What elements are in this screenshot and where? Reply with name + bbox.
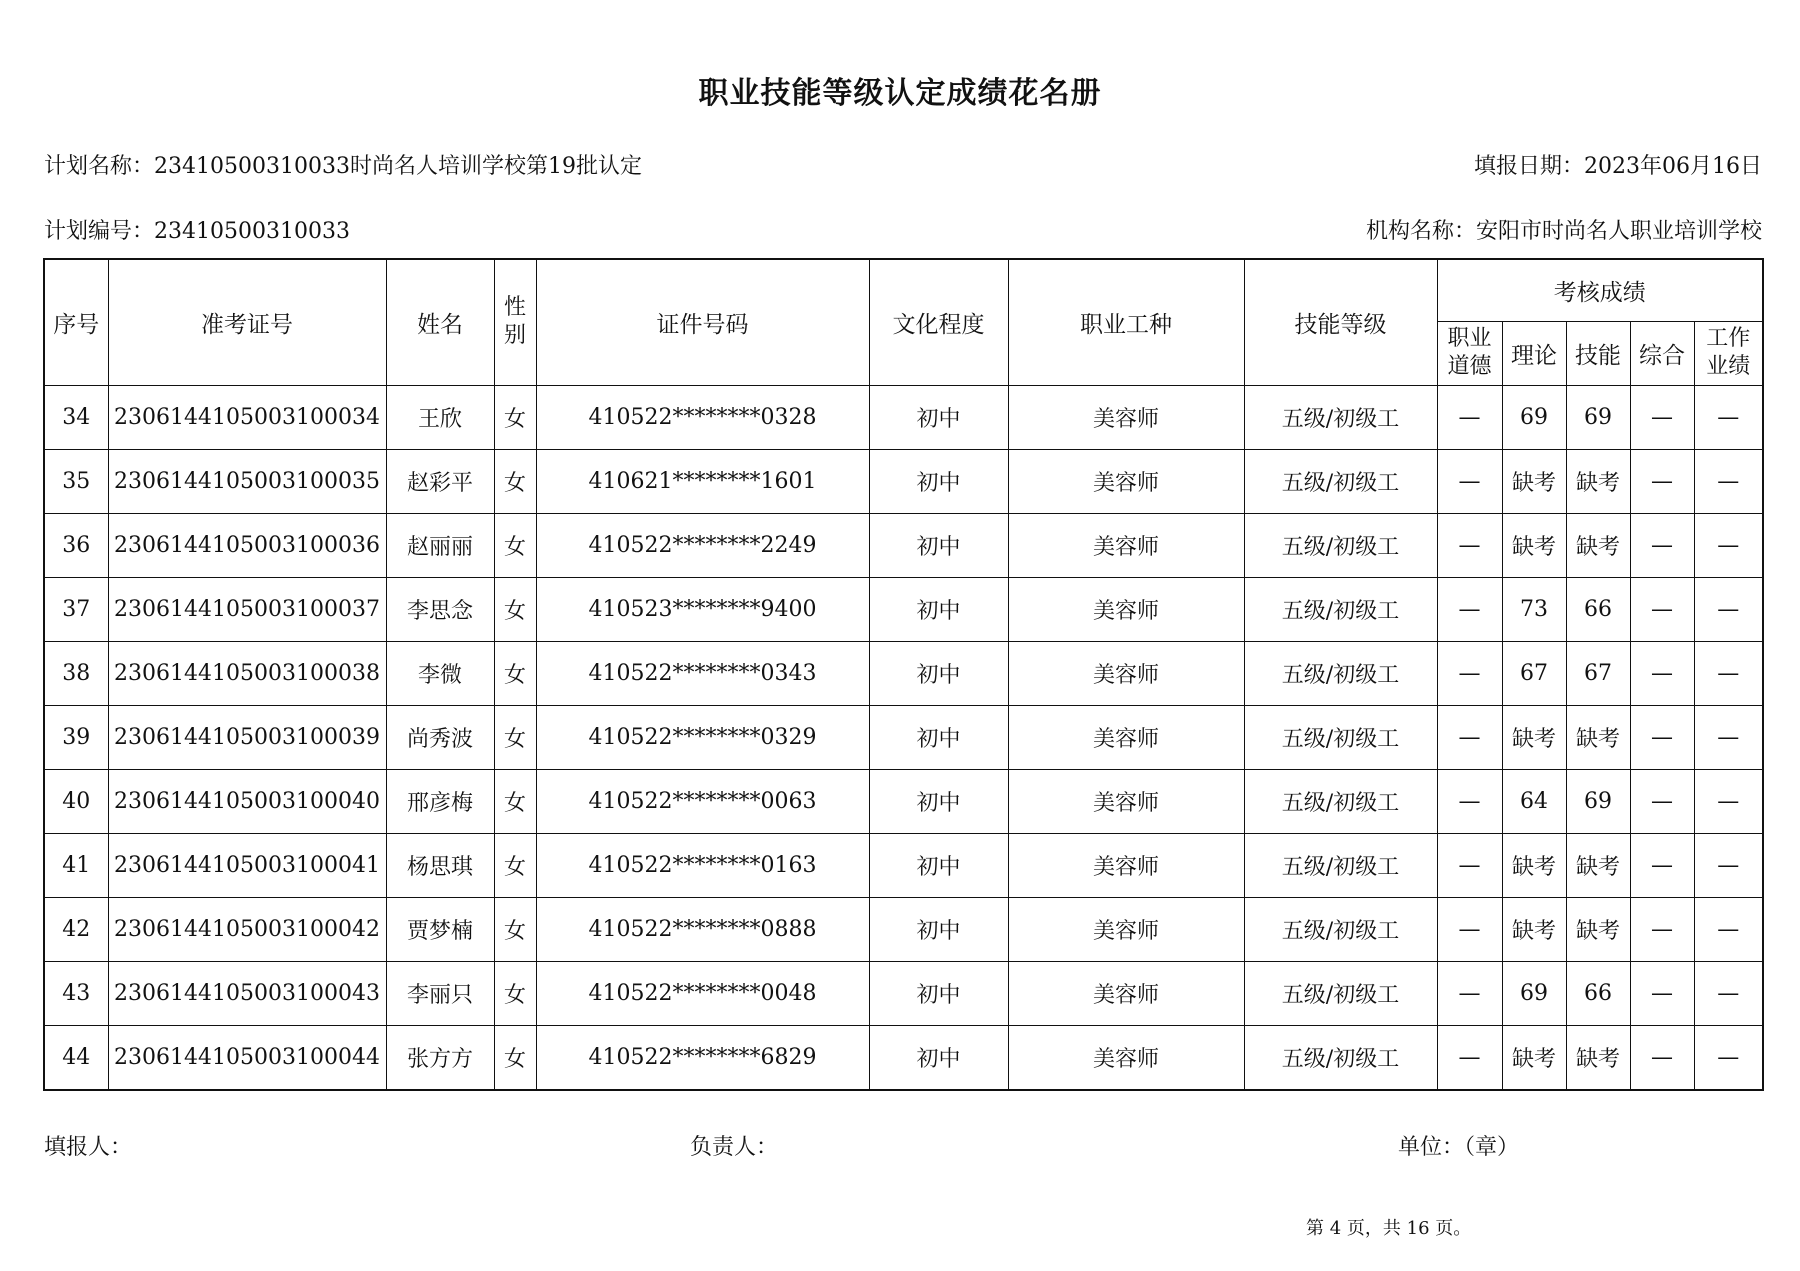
cell-seq: 42: [44, 897, 108, 961]
header-name: 姓名: [386, 259, 494, 385]
cell-occupation: 美容师: [1008, 833, 1244, 897]
cell-seq: 44: [44, 1025, 108, 1090]
cell-ethics-score: —: [1437, 513, 1502, 577]
cell-education: 初中: [869, 961, 1008, 1025]
cell-education: 初中: [869, 769, 1008, 833]
cell-skill-level: 五级/初级工: [1244, 769, 1437, 833]
cell-overall-score: —: [1630, 833, 1694, 897]
table-row: [44, 897, 1763, 961]
cell-ethics-score: —: [1437, 1025, 1502, 1090]
cell-ticket-number: 2306144105003100034: [108, 385, 386, 449]
cell-seq: 36: [44, 513, 108, 577]
cell-name: 李微: [386, 641, 494, 705]
cell-name: 张方方: [386, 1025, 494, 1090]
filler-label: 填报人：: [44, 1135, 133, 1160]
header-ethics-line1: 职业: [1447, 326, 1492, 351]
table-row: [44, 513, 1763, 577]
table-row: [44, 1025, 1763, 1090]
cell-skill-score: 缺考: [1566, 705, 1630, 769]
cell-ethics-score: —: [1437, 833, 1502, 897]
cell-gender: 女: [494, 449, 536, 513]
table-header: [44, 259, 1763, 385]
header-skill: 技能: [1566, 321, 1630, 385]
cell-skill-score: 缺考: [1566, 897, 1630, 961]
cell-seq: 34: [44, 385, 108, 449]
cell-skill-level: 五级/初级工: [1244, 897, 1437, 961]
cell-performance-score: —: [1694, 513, 1763, 577]
cell-performance-score: —: [1694, 833, 1763, 897]
cell-id-number: 410522********0329: [536, 705, 869, 769]
cell-seq: 37: [44, 577, 108, 641]
cell-skill-level: 五级/初级工: [1244, 705, 1437, 769]
cell-occupation: 美容师: [1008, 449, 1244, 513]
cell-skill-score: 缺考: [1566, 1025, 1630, 1090]
cell-performance-score: —: [1694, 961, 1763, 1025]
cell-name: 尚秀波: [386, 705, 494, 769]
cell-theory-score: 64: [1502, 769, 1566, 833]
cell-overall-score: —: [1630, 961, 1694, 1025]
cell-theory-score: 缺考: [1502, 513, 1566, 577]
cell-ticket-number: 2306144105003100036: [108, 513, 386, 577]
cell-performance-score: —: [1694, 897, 1763, 961]
cell-education: 初中: [869, 833, 1008, 897]
cell-name: 杨思琪: [386, 833, 494, 897]
cell-ethics-score: —: [1437, 705, 1502, 769]
cell-ticket-number: 2306144105003100039: [108, 705, 386, 769]
cell-id-number: 410523********9400: [536, 577, 869, 641]
header-performance: [1694, 321, 1763, 385]
table-row: [44, 961, 1763, 1025]
cell-overall-score: —: [1630, 449, 1694, 513]
cell-seq: 41: [44, 833, 108, 897]
cell-ticket-number: 2306144105003100042: [108, 897, 386, 961]
table-row: [44, 385, 1763, 449]
cell-ethics-score: —: [1437, 961, 1502, 1025]
cell-name: 赵彩平: [386, 449, 494, 513]
cell-name: 赵丽丽: [386, 513, 494, 577]
header-ticket-number: 准考证号: [108, 259, 386, 385]
cell-name: 李思念: [386, 577, 494, 641]
table-row: [44, 449, 1763, 513]
cell-skill-score: 66: [1566, 577, 1630, 641]
cell-education: 初中: [869, 897, 1008, 961]
cell-id-number: 410522********6829: [536, 1025, 869, 1090]
cell-theory-score: 73: [1502, 577, 1566, 641]
cell-occupation: 美容师: [1008, 577, 1244, 641]
cell-theory-score: 69: [1502, 961, 1566, 1025]
header-occupation: 职业工种: [1008, 259, 1244, 385]
cell-skill-score: 69: [1566, 769, 1630, 833]
cell-gender: 女: [494, 769, 536, 833]
cell-gender: 女: [494, 385, 536, 449]
cell-skill-level: 五级/初级工: [1244, 833, 1437, 897]
cell-occupation: 美容师: [1008, 1025, 1244, 1090]
cell-ticket-number: 2306144105003100043: [108, 961, 386, 1025]
table-body: [44, 385, 1763, 1090]
page-number: 第 4 页，共 16 页。: [1306, 1218, 1472, 1239]
cell-id-number: 410522********2249: [536, 513, 869, 577]
header-gender-line2: 别: [503, 323, 526, 349]
cell-education: 初中: [869, 705, 1008, 769]
organization-name: 机构名称：安阳市时尚名人职业培训学校: [1365, 219, 1762, 244]
cell-skill-score: 66: [1566, 961, 1630, 1025]
cell-ethics-score: —: [1437, 449, 1502, 513]
cell-education: 初中: [869, 513, 1008, 577]
cell-theory-score: 69: [1502, 385, 1566, 449]
cell-name: 李丽只: [386, 961, 494, 1025]
cell-gender: 女: [494, 897, 536, 961]
cell-ticket-number: 2306144105003100040: [108, 769, 386, 833]
cell-ethics-score: —: [1437, 385, 1502, 449]
cell-id-number: 410522********0343: [536, 641, 869, 705]
cell-occupation: 美容师: [1008, 961, 1244, 1025]
table-row: [44, 577, 1763, 641]
cell-seq: 43: [44, 961, 108, 1025]
cell-skill-level: 五级/初级工: [1244, 513, 1437, 577]
cell-name: 王欣: [386, 385, 494, 449]
cell-education: 初中: [869, 449, 1008, 513]
cell-theory-score: 67: [1502, 641, 1566, 705]
cell-gender: 女: [494, 833, 536, 897]
cell-id-number: 410522********0063: [536, 769, 869, 833]
cell-performance-score: —: [1694, 577, 1763, 641]
cell-ticket-number: 2306144105003100037: [108, 577, 386, 641]
score-roster-table: [43, 258, 1764, 1091]
cell-seq: 39: [44, 705, 108, 769]
cell-occupation: 美容师: [1008, 705, 1244, 769]
cell-performance-score: —: [1694, 705, 1763, 769]
header-ethics: [1437, 321, 1502, 385]
cell-ticket-number: 2306144105003100035: [108, 449, 386, 513]
report-date: 填报日期：2023年06月16日: [1474, 154, 1762, 179]
header-id-number: 证件号码: [536, 259, 869, 385]
header-ethics-line2: 道德: [1447, 354, 1492, 379]
cell-overall-score: —: [1630, 1025, 1694, 1090]
cell-gender: 女: [494, 513, 536, 577]
cell-ticket-number: 2306144105003100038: [108, 641, 386, 705]
header-theory: 理论: [1502, 321, 1566, 385]
cell-performance-score: —: [1694, 1025, 1763, 1090]
cell-theory-score: 缺考: [1502, 897, 1566, 961]
cell-occupation: 美容师: [1008, 513, 1244, 577]
cell-name: 贾梦楠: [386, 897, 494, 961]
cell-skill-score: 缺考: [1566, 513, 1630, 577]
cell-ethics-score: —: [1437, 577, 1502, 641]
cell-skill-level: 五级/初级工: [1244, 577, 1437, 641]
cell-gender: 女: [494, 641, 536, 705]
cell-skill-level: 五级/初级工: [1244, 449, 1437, 513]
cell-performance-score: —: [1694, 769, 1763, 833]
cell-theory-score: 缺考: [1502, 705, 1566, 769]
document-title: 职业技能等级认定成绩花名册: [698, 76, 1102, 111]
header-education: 文化程度: [869, 259, 1008, 385]
table-row: [44, 641, 1763, 705]
cell-education: 初中: [869, 1025, 1008, 1090]
cell-overall-score: —: [1630, 769, 1694, 833]
cell-theory-score: 缺考: [1502, 833, 1566, 897]
cell-occupation: 美容师: [1008, 641, 1244, 705]
cell-id-number: 410522********0888: [536, 897, 869, 961]
responsible-person-label: 负责人：: [690, 1135, 779, 1160]
cell-skill-score: 67: [1566, 641, 1630, 705]
header-overall: 综合: [1630, 321, 1694, 385]
header-gender: [494, 259, 536, 385]
cell-ethics-score: —: [1437, 641, 1502, 705]
cell-gender: 女: [494, 961, 536, 1025]
cell-education: 初中: [869, 641, 1008, 705]
cell-performance-score: —: [1694, 641, 1763, 705]
header-performance-line2: 业绩: [1706, 354, 1751, 379]
cell-education: 初中: [869, 577, 1008, 641]
cell-skill-level: 五级/初级工: [1244, 641, 1437, 705]
cell-ethics-score: —: [1437, 769, 1502, 833]
plan-name: 计划名称：23410500310033时尚名人培训学校第19批认定: [44, 154, 642, 179]
cell-theory-score: 缺考: [1502, 449, 1566, 513]
cell-ethics-score: —: [1437, 897, 1502, 961]
cell-occupation: 美容师: [1008, 385, 1244, 449]
cell-performance-score: —: [1694, 449, 1763, 513]
cell-id-number: 410522********0048: [536, 961, 869, 1025]
cell-seq: 35: [44, 449, 108, 513]
cell-theory-score: 缺考: [1502, 1025, 1566, 1090]
cell-id-number: 410522********0163: [536, 833, 869, 897]
cell-ticket-number: 2306144105003100044: [108, 1025, 386, 1090]
cell-occupation: 美容师: [1008, 769, 1244, 833]
cell-education: 初中: [869, 385, 1008, 449]
cell-id-number: 410621********1601: [536, 449, 869, 513]
cell-skill-level: 五级/初级工: [1244, 1025, 1437, 1090]
cell-ticket-number: 2306144105003100041: [108, 833, 386, 897]
cell-gender: 女: [494, 705, 536, 769]
cell-overall-score: —: [1630, 641, 1694, 705]
table-row: [44, 833, 1763, 897]
cell-performance-score: —: [1694, 385, 1763, 449]
cell-overall-score: —: [1630, 897, 1694, 961]
cell-skill-level: 五级/初级工: [1244, 961, 1437, 1025]
cell-name: 邢彦梅: [386, 769, 494, 833]
cell-overall-score: —: [1630, 513, 1694, 577]
header-assessment-scores: 考核成绩: [1437, 259, 1763, 321]
cell-overall-score: —: [1630, 577, 1694, 641]
plan-number: 计划编号：23410500310033: [44, 219, 350, 244]
cell-id-number: 410522********0328: [536, 385, 869, 449]
table-row: [44, 705, 1763, 769]
header-performance-line1: 工作: [1706, 326, 1751, 351]
cell-skill-score: 缺考: [1566, 449, 1630, 513]
unit-seal-label: 单位：（章）: [1398, 1135, 1520, 1160]
cell-gender: 女: [494, 577, 536, 641]
cell-overall-score: —: [1630, 705, 1694, 769]
table-row: [44, 769, 1763, 833]
header-gender-line1: 性: [503, 295, 526, 321]
header-seq: 序号: [44, 259, 108, 385]
cell-gender: 女: [494, 1025, 536, 1090]
cell-skill-level: 五级/初级工: [1244, 385, 1437, 449]
cell-seq: 40: [44, 769, 108, 833]
cell-skill-score: 69: [1566, 385, 1630, 449]
header-skill-level: 技能等级: [1244, 259, 1437, 385]
cell-occupation: 美容师: [1008, 897, 1244, 961]
cell-overall-score: —: [1630, 385, 1694, 449]
cell-skill-score: 缺考: [1566, 833, 1630, 897]
cell-seq: 38: [44, 641, 108, 705]
